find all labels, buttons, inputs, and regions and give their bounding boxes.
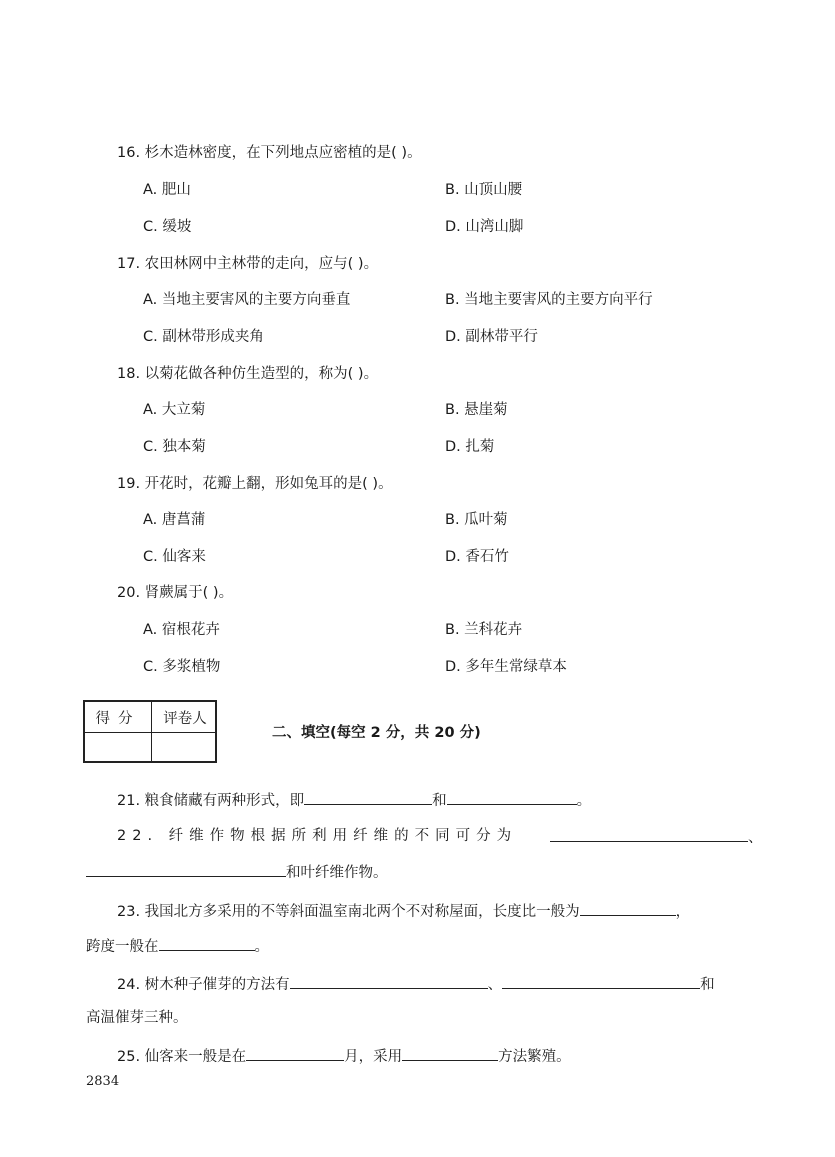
option-a: A. 当地主要害风的主要方向垂直 xyxy=(143,292,351,308)
question-text: ， xyxy=(675,904,691,920)
question-text: 高温催芽三种。 xyxy=(86,1010,188,1026)
option-c: C. 副林带形成夹角 xyxy=(143,329,264,345)
question-22-line1 xyxy=(117,826,517,846)
option-d: D. 山湾山脚 xyxy=(445,219,524,235)
option-d: D. 香石竹 xyxy=(445,549,509,565)
answer-blank[interactable] xyxy=(159,935,255,951)
question-text: 25. 仙客来一般是在 xyxy=(117,1049,247,1065)
question-text: 21. 粮食储藏有两种形式，即 xyxy=(117,793,305,809)
question-text: 跨度一般在 xyxy=(86,939,159,955)
score-table xyxy=(83,700,217,763)
answer-blank[interactable] xyxy=(502,973,700,989)
option-b: B. 瓜叶菊 xyxy=(445,512,508,528)
question-text: 月，采用 xyxy=(344,1049,403,1065)
question-stem: 17. 农田林网中主林带的走向，应与( )。 xyxy=(117,256,379,272)
question-text: 、 xyxy=(748,830,763,846)
question-text: 23. 我国北方多采用的不等斜面温室南北两个不对称屋面，长度比一般为 xyxy=(117,904,580,920)
option-d: D. 扎菊 xyxy=(445,439,495,455)
grader-header: 评卷人 xyxy=(163,711,207,727)
answer-blank[interactable] xyxy=(447,789,577,805)
option-b: B. 兰科花卉 xyxy=(445,622,523,638)
table-divider xyxy=(85,732,215,733)
question-text: 和 xyxy=(432,793,447,809)
question-22-blank1-wrap xyxy=(550,826,763,848)
answer-blank[interactable] xyxy=(304,789,432,805)
score-header: 得分 xyxy=(95,711,141,727)
option-a: A. 宿根花卉 xyxy=(143,622,220,638)
question-stem: 20. 肾蕨属于( )。 xyxy=(117,585,234,601)
option-c: C. 独本菊 xyxy=(143,439,206,455)
answer-blank[interactable] xyxy=(580,900,676,916)
answer-blank[interactable] xyxy=(86,861,286,877)
option-a: A. 大立菊 xyxy=(143,402,206,418)
question-text: 。 xyxy=(254,939,269,955)
question-stem: 18. 以菊花做各种仿生造型的，称为( )。 xyxy=(117,366,379,382)
question-22-line2 xyxy=(86,861,388,883)
option-c: C. 仙客来 xyxy=(143,549,206,565)
option-d: D. 多年生常绿草本 xyxy=(445,659,567,675)
question-text: 22. 纤维作物根据所利用纤维的不同可分为 xyxy=(117,828,518,844)
option-c: C. 缓坡 xyxy=(143,219,192,235)
question-24-line1 xyxy=(117,973,715,995)
question-stem: 19. 开花时，花瓣上翻，形如兔耳的是( )。 xyxy=(117,476,393,492)
question-text: 24. 树木种子催芽的方法有 xyxy=(117,977,290,993)
question-text: 方法繁殖。 xyxy=(498,1049,571,1065)
option-d: D. 副林带平行 xyxy=(445,329,538,345)
question-23-line2 xyxy=(86,935,269,957)
answer-blank[interactable] xyxy=(402,1045,498,1061)
question-text: 和 xyxy=(700,977,715,993)
page-number: 2834 xyxy=(86,1074,120,1089)
option-c: C. 多浆植物 xyxy=(143,659,221,675)
question-25 xyxy=(117,1045,571,1067)
question-24-line2 xyxy=(86,1008,188,1028)
question-21 xyxy=(117,789,591,811)
option-a: A. 肥山 xyxy=(143,182,191,198)
question-text: 和叶纤维作物。 xyxy=(286,865,388,881)
question-23-line1 xyxy=(117,900,690,922)
section-title: 二、填空(每空 2 分，共 20 分) xyxy=(272,725,481,741)
option-b: B. 山顶山腰 xyxy=(445,182,523,198)
question-text: 、 xyxy=(487,977,503,993)
question-text: 。 xyxy=(576,793,592,809)
answer-blank[interactable] xyxy=(246,1045,344,1061)
option-b: B. 当地主要害风的主要方向平行 xyxy=(445,292,653,308)
answer-blank[interactable] xyxy=(550,826,748,842)
question-stem: 16. 杉木造林密度，在下列地点应密植的是( )。 xyxy=(117,145,422,161)
option-a: A. 唐菖蒲 xyxy=(143,512,206,528)
answer-blank[interactable] xyxy=(290,973,488,989)
option-b: B. 悬崖菊 xyxy=(445,402,508,418)
